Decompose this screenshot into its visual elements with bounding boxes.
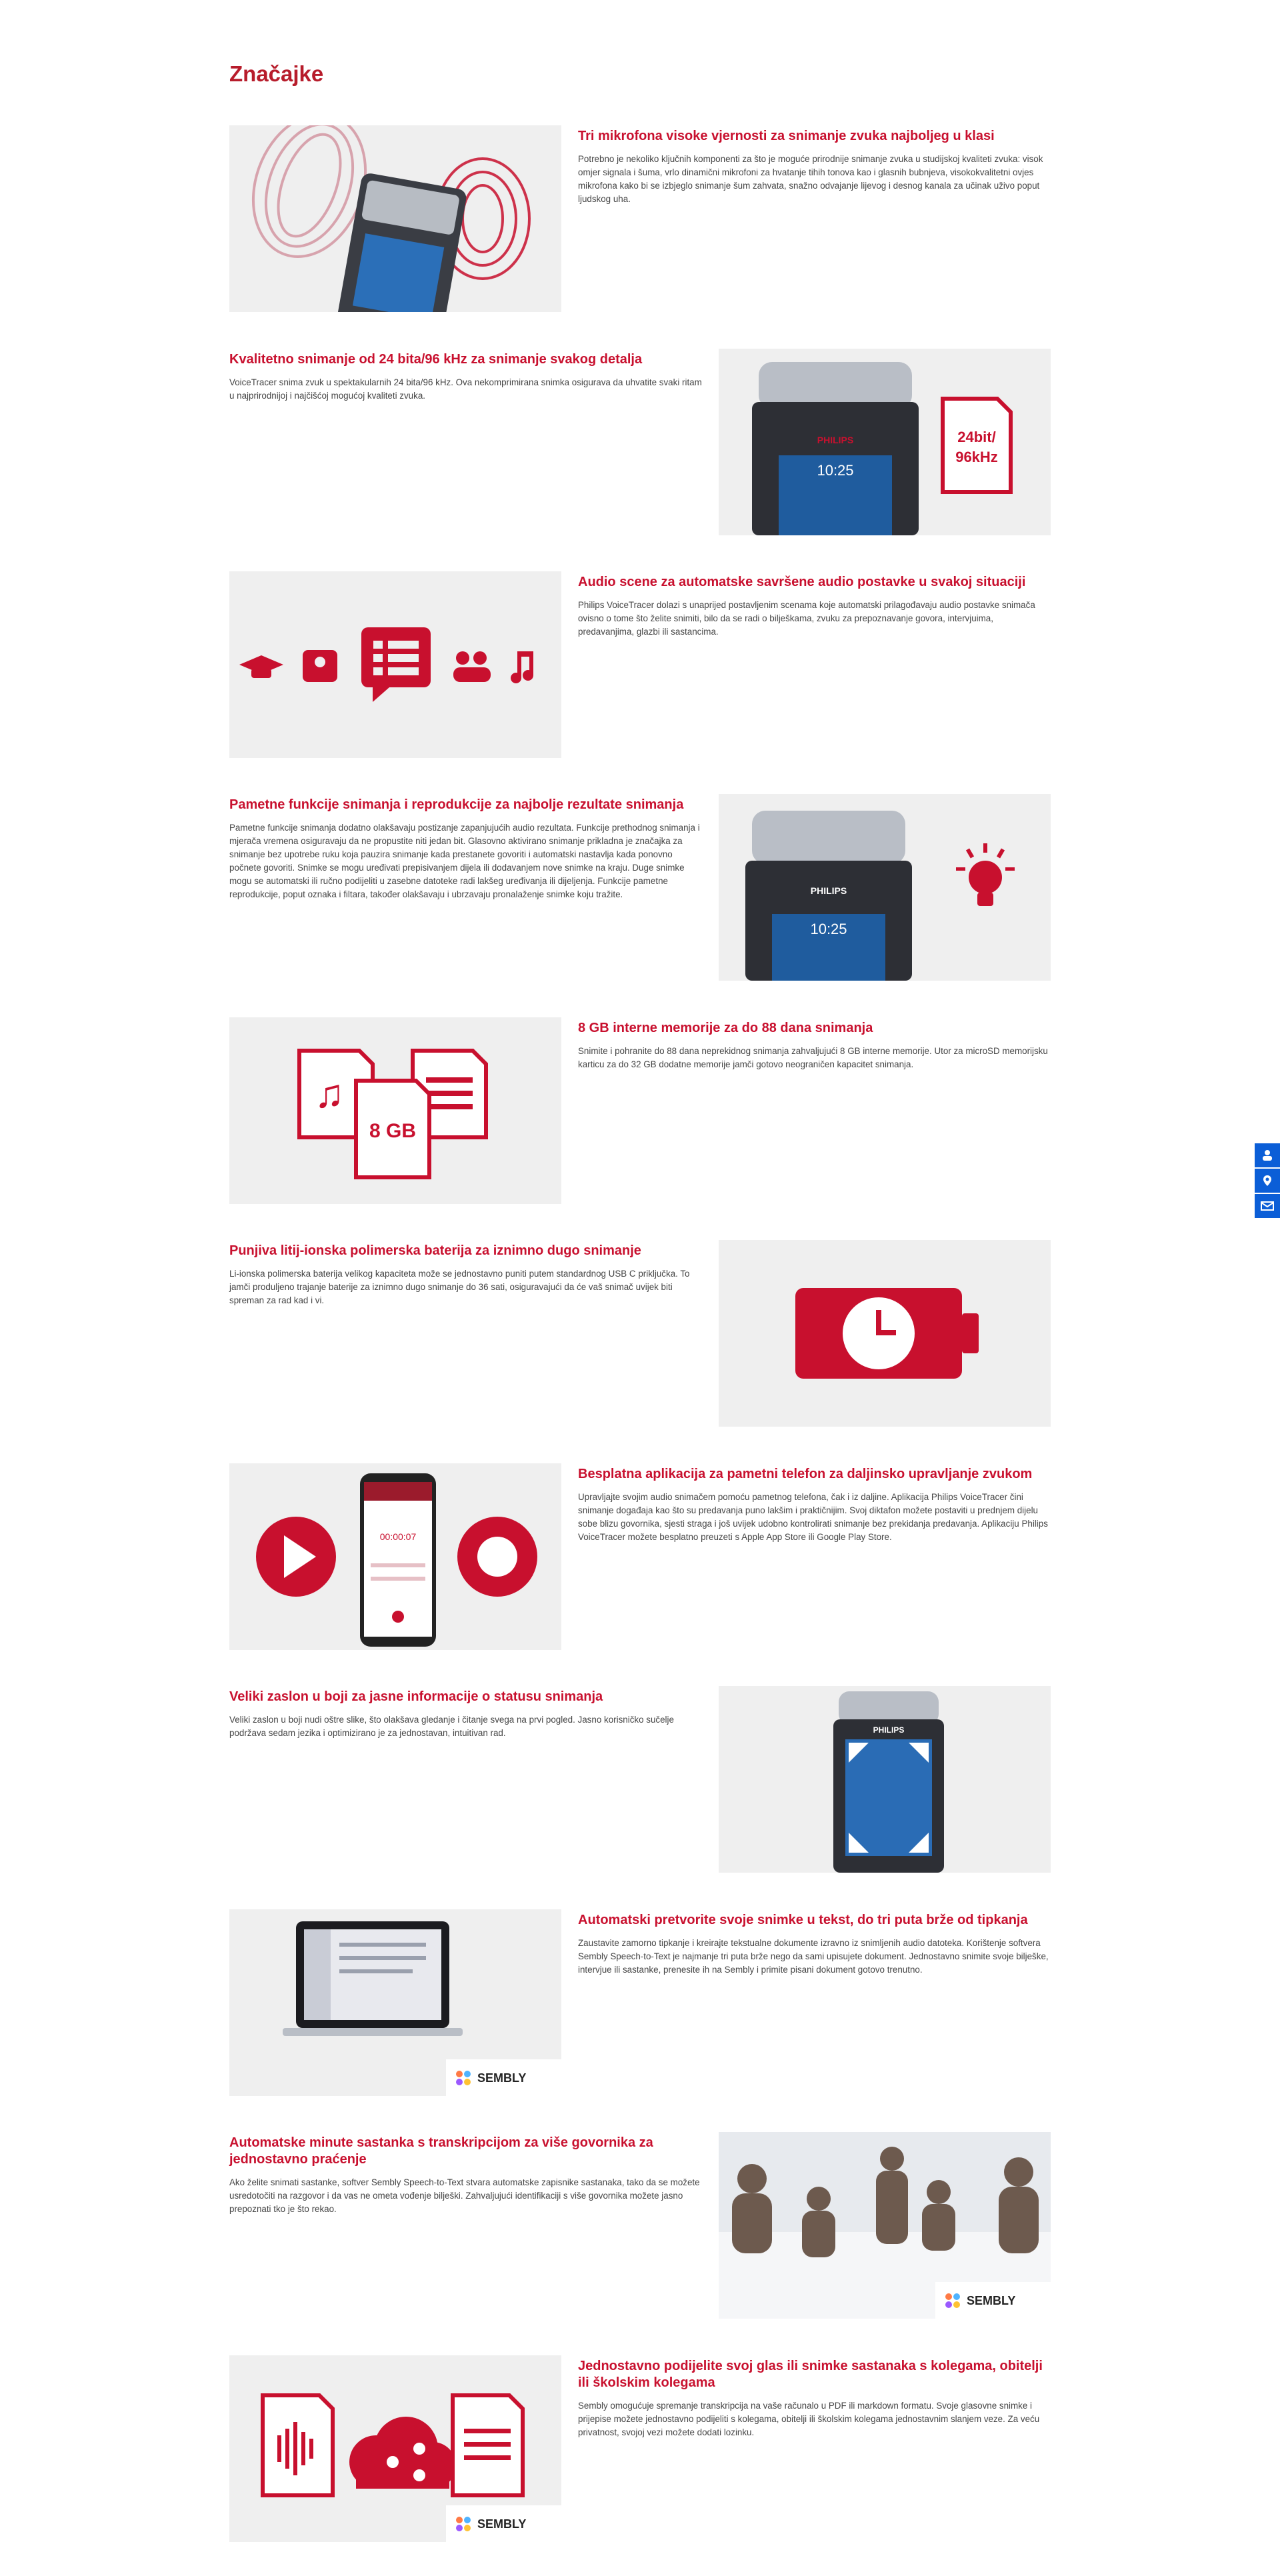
feature-audio-scenes bbox=[229, 571, 1051, 758]
feature-title: Jednostavno podijelite svoj glas ili snimke sastanaka s kolegama, obitelji ili školskim kolegama bbox=[578, 2359, 1043, 2390]
feature-image-transcription bbox=[229, 1909, 561, 2096]
feature-smart-recording bbox=[229, 794, 1051, 981]
clock-label: 10:25 bbox=[817, 462, 854, 479]
memory-file-icon bbox=[356, 1081, 429, 1177]
feature-description: VoiceTracer snima zvuk u spektakularnih 24 bita/96 kHz. Ova nekomprimirana snimka osigurava da uhvatite svaki ritam u najprirodnijoj i najčišćoj mogućoj kvaliteti zvuka. bbox=[229, 377, 702, 401]
sembly-label: SEMBLY bbox=[967, 2294, 1016, 2307]
bitrate-bottom-label: 96kHz bbox=[955, 449, 998, 465]
microphone-badge-icon bbox=[303, 650, 337, 682]
feature-image-smart-recording bbox=[719, 794, 1051, 981]
feature-title: 8 GB interne memorije za do 88 dana snimanja bbox=[578, 1021, 873, 1035]
sembly-label: SEMBLY bbox=[477, 2517, 527, 2531]
feature-image-display bbox=[719, 1686, 1051, 1873]
side-tab-account[interactable] bbox=[1255, 1143, 1280, 1167]
feature-description: Snimite i pohranite do 88 dana neprekidnog snimanja zahvaljujući 8 GB interne memorije. Utor za microSD memorijsku karticu za do 32 GB dodatne memorije jamči gotovo neograničen kapacitet snimanja. bbox=[578, 1046, 1048, 1069]
feature-memory bbox=[229, 1017, 1051, 1204]
memory-label: 8 GB bbox=[369, 1120, 417, 1142]
smartphone-icon bbox=[360, 1473, 436, 1647]
feature-description: Philips VoiceTracer dolazi s unaprijed postavljenim scenama koje automatski prilagođavaju audio postavke snimača ovisno o tome što želite snimiti, bilo da se radi o bilješkama, zvuku za prepoznavanje govora, intervjuima, predavanjima, glazbi ili sastancima. bbox=[578, 600, 1035, 637]
brand-label: PHILIPS bbox=[817, 435, 854, 445]
side-tab-location[interactable] bbox=[1255, 1169, 1280, 1193]
laptop-icon bbox=[283, 1921, 463, 2036]
feature-title: Veliki zaslon u boji za jasne informacije o statusu snimanja bbox=[229, 1689, 603, 1704]
feature-description: Pametne funkcije snimanja dodatno olakšavaju postizanje zapanjujućih audio rezultata. Funkcije prethodnog snimanja i mjerača vremena osiguravaju da ne propustite niti jedan bit. Glasovno aktivirano snimanje prikladna je značajka za snimanje bez upotrebe ruku koja pauzira snimanje kada prestanete govoriti i automatski nastavlja kada ponovno počnete govoriti. Snimke se mogu uređivati prepisivanjem dijela ili dodavanjem nove snimke na kraju. Duge snimke mogu se automatski ili ručno podijeliti u zasebne datoteke radi lakšeg uređivanja ili dijeljenja. Funkcije pametne reprodukcije, poput oznaka i filtara, također olakšavaju i ubrzavaju pronalaženje snimke koju tražite. bbox=[229, 823, 700, 899]
side-tab-contact[interactable] bbox=[1255, 1194, 1280, 1218]
feature-image-meeting bbox=[719, 2132, 1051, 2319]
feature-meeting-minutes bbox=[229, 2132, 1051, 2319]
user-icon bbox=[1261, 1149, 1273, 1161]
feature-description: Li-ionska polimerska baterija velikog kapaciteta može se jednostavno puniti putem standardnog USB C priključka. To jamči produljeno trajanje baterije za iznimno dugo snimanje do 36 sati, osiguravajući da će vaš snimač uvijek biti spreman za rad kad i vi. bbox=[229, 1269, 690, 1305]
brand-label: PHILIPS bbox=[810, 885, 847, 896]
feature-title: Automatske minute sastanka s transkripcijom za više govornika za jednostavno praćenje bbox=[229, 2135, 653, 2167]
svg-text:♫: ♫ bbox=[314, 1071, 345, 1116]
feature-image-microphones bbox=[229, 125, 561, 312]
feature-sharing bbox=[229, 2355, 1051, 2542]
record-icon bbox=[457, 1517, 537, 1597]
feature-description: Zaustavite zamorno tipkanje i kreirajte tekstualne dokumente izravno iz snimljenih audio datoteka. Korištenje softvera Sembly Speech-to-Text je najmanje tri puta brže nego da sami upisujete dokument. Jednostavno snimite svoje bilješke, intervjue ili sastanke, prenesite ih na Sembly i primite pisani dokument gotovo trenutno. bbox=[578, 1938, 1049, 1975]
feature-title: Kvalitetno snimanje od 24 bita/96 kHz za snimanje svakog detalja bbox=[229, 352, 643, 367]
feature-title: Besplatna aplikacija za pametni telefon za daljinsko upravljanje zvukom bbox=[578, 1467, 1033, 1481]
clock-label: 10:25 bbox=[810, 921, 847, 937]
feature-image-sharing bbox=[229, 2355, 561, 2542]
location-icon bbox=[1261, 1175, 1273, 1187]
feature-image-battery bbox=[719, 1240, 1051, 1427]
feature-display bbox=[229, 1686, 1051, 1873]
play-icon bbox=[256, 1517, 336, 1597]
feature-title: Pametne funkcije snimanja i reprodukcije za najbolje rezultate snimanja bbox=[229, 797, 684, 812]
app-time-label: 00:00:07 bbox=[379, 1531, 417, 1542]
feature-image-24bit bbox=[719, 349, 1051, 535]
feature-24bit bbox=[229, 349, 1051, 535]
feature-description: Ako želite snimati sastanke, softver Sembly Speech-to-Text stvara automatske zapisnike sastanaka, tako da se možete usredotočiti na razgovor i da vas ne ometa vođenje bilješki. Zahvaljujući identifikaciji s više govornika možete jasno prepoznati tko je što rekao. bbox=[229, 2177, 700, 2214]
mail-icon bbox=[1261, 1201, 1274, 1211]
page-title: Značajke bbox=[229, 61, 324, 86]
feature-description: Sembly omogućuje spremanje transkripcija na vaše računalo u PDF ili markdown formatu. Svoje glasovne snimke i prijepise možete jednostavno podijeliti s kolegama, obitelji ili školskim kolegama jednostavnim slanjem veze. Za veću privatnost, svojoj vezi možete dodati lozinku. bbox=[578, 2401, 1040, 2437]
bitrate-top-label: 24bit/ bbox=[957, 429, 996, 445]
side-tabs bbox=[1255, 1143, 1280, 1219]
feature-title: Punjiva litij-ionska polimerska baterija za iznimno dugo snimanje bbox=[229, 1243, 641, 1258]
brand-label: PHILIPS bbox=[873, 1725, 905, 1735]
feature-title: Automatski pretvorite svoje snimke u tekst, do tri puta brže od tipkanja bbox=[578, 1913, 1028, 1927]
feature-image-audio-scenes bbox=[229, 571, 561, 758]
feature-transcription bbox=[229, 1909, 1051, 2096]
feature-microphones bbox=[229, 125, 1051, 312]
sembly-label: SEMBLY bbox=[477, 2071, 527, 2085]
feature-image-app bbox=[229, 1463, 561, 1650]
feature-description: Potrebno je nekoliko ključnih komponenti za što je moguće prirodnije snimanje zvuka u studijskoj kvaliteti zvuka: visok omjer signala i šuma, vrlo dinamični mikrofoni za hvatanje tihih tonova kao i glasnih bubnjeva, visokokvalitetni ovjes mikrofona kako bi se izbjeglo snimanje šum zahvata, snažno odvajanje lijevog i desnog kanala za učinak uživo poput ljudskog uha. bbox=[578, 154, 1043, 204]
feature-description: Veliki zaslon u boji nudi oštre slike, što olakšava gledanje i čitanje svega na prvi pogled. Jasno korisničko sučelje podržava sedam jezika i optimizirano je za jednostavan, intuitivan rad. bbox=[229, 1715, 674, 1738]
feature-title: Audio scene za automatske savršene audio postavke u svakoj situaciji bbox=[578, 575, 1026, 589]
feature-description: Upravljajte svojim audio snimačem pomoću pametnog telefona, čak i iz daljine. Aplikacija Philips VoiceTracer čini snimanje događaja kao što su predavanja puno lakšim i praktičnijim. Svoj diktafon možete postaviti u prednjem dijelu sobe blizu govornika, sjesti straga i još uvijek udobno kontrolirati snimanje bez prekidanja predavanja. Aplikaciju Philips VoiceTracer možete besplatno preuzeti s Apple App Store ili Google Play Store. bbox=[578, 1492, 1048, 1542]
feature-battery bbox=[229, 1240, 1051, 1427]
audio-file-icon bbox=[263, 2395, 333, 2495]
feature-title: Tri mikrofona visoke vjernosti za snimanje zvuka najboljeg u klasi bbox=[578, 129, 995, 143]
feature-image-memory bbox=[229, 1017, 561, 1204]
clock-icon bbox=[843, 1297, 915, 1369]
text-file-icon bbox=[453, 2395, 523, 2495]
feature-app bbox=[229, 1463, 1051, 1650]
